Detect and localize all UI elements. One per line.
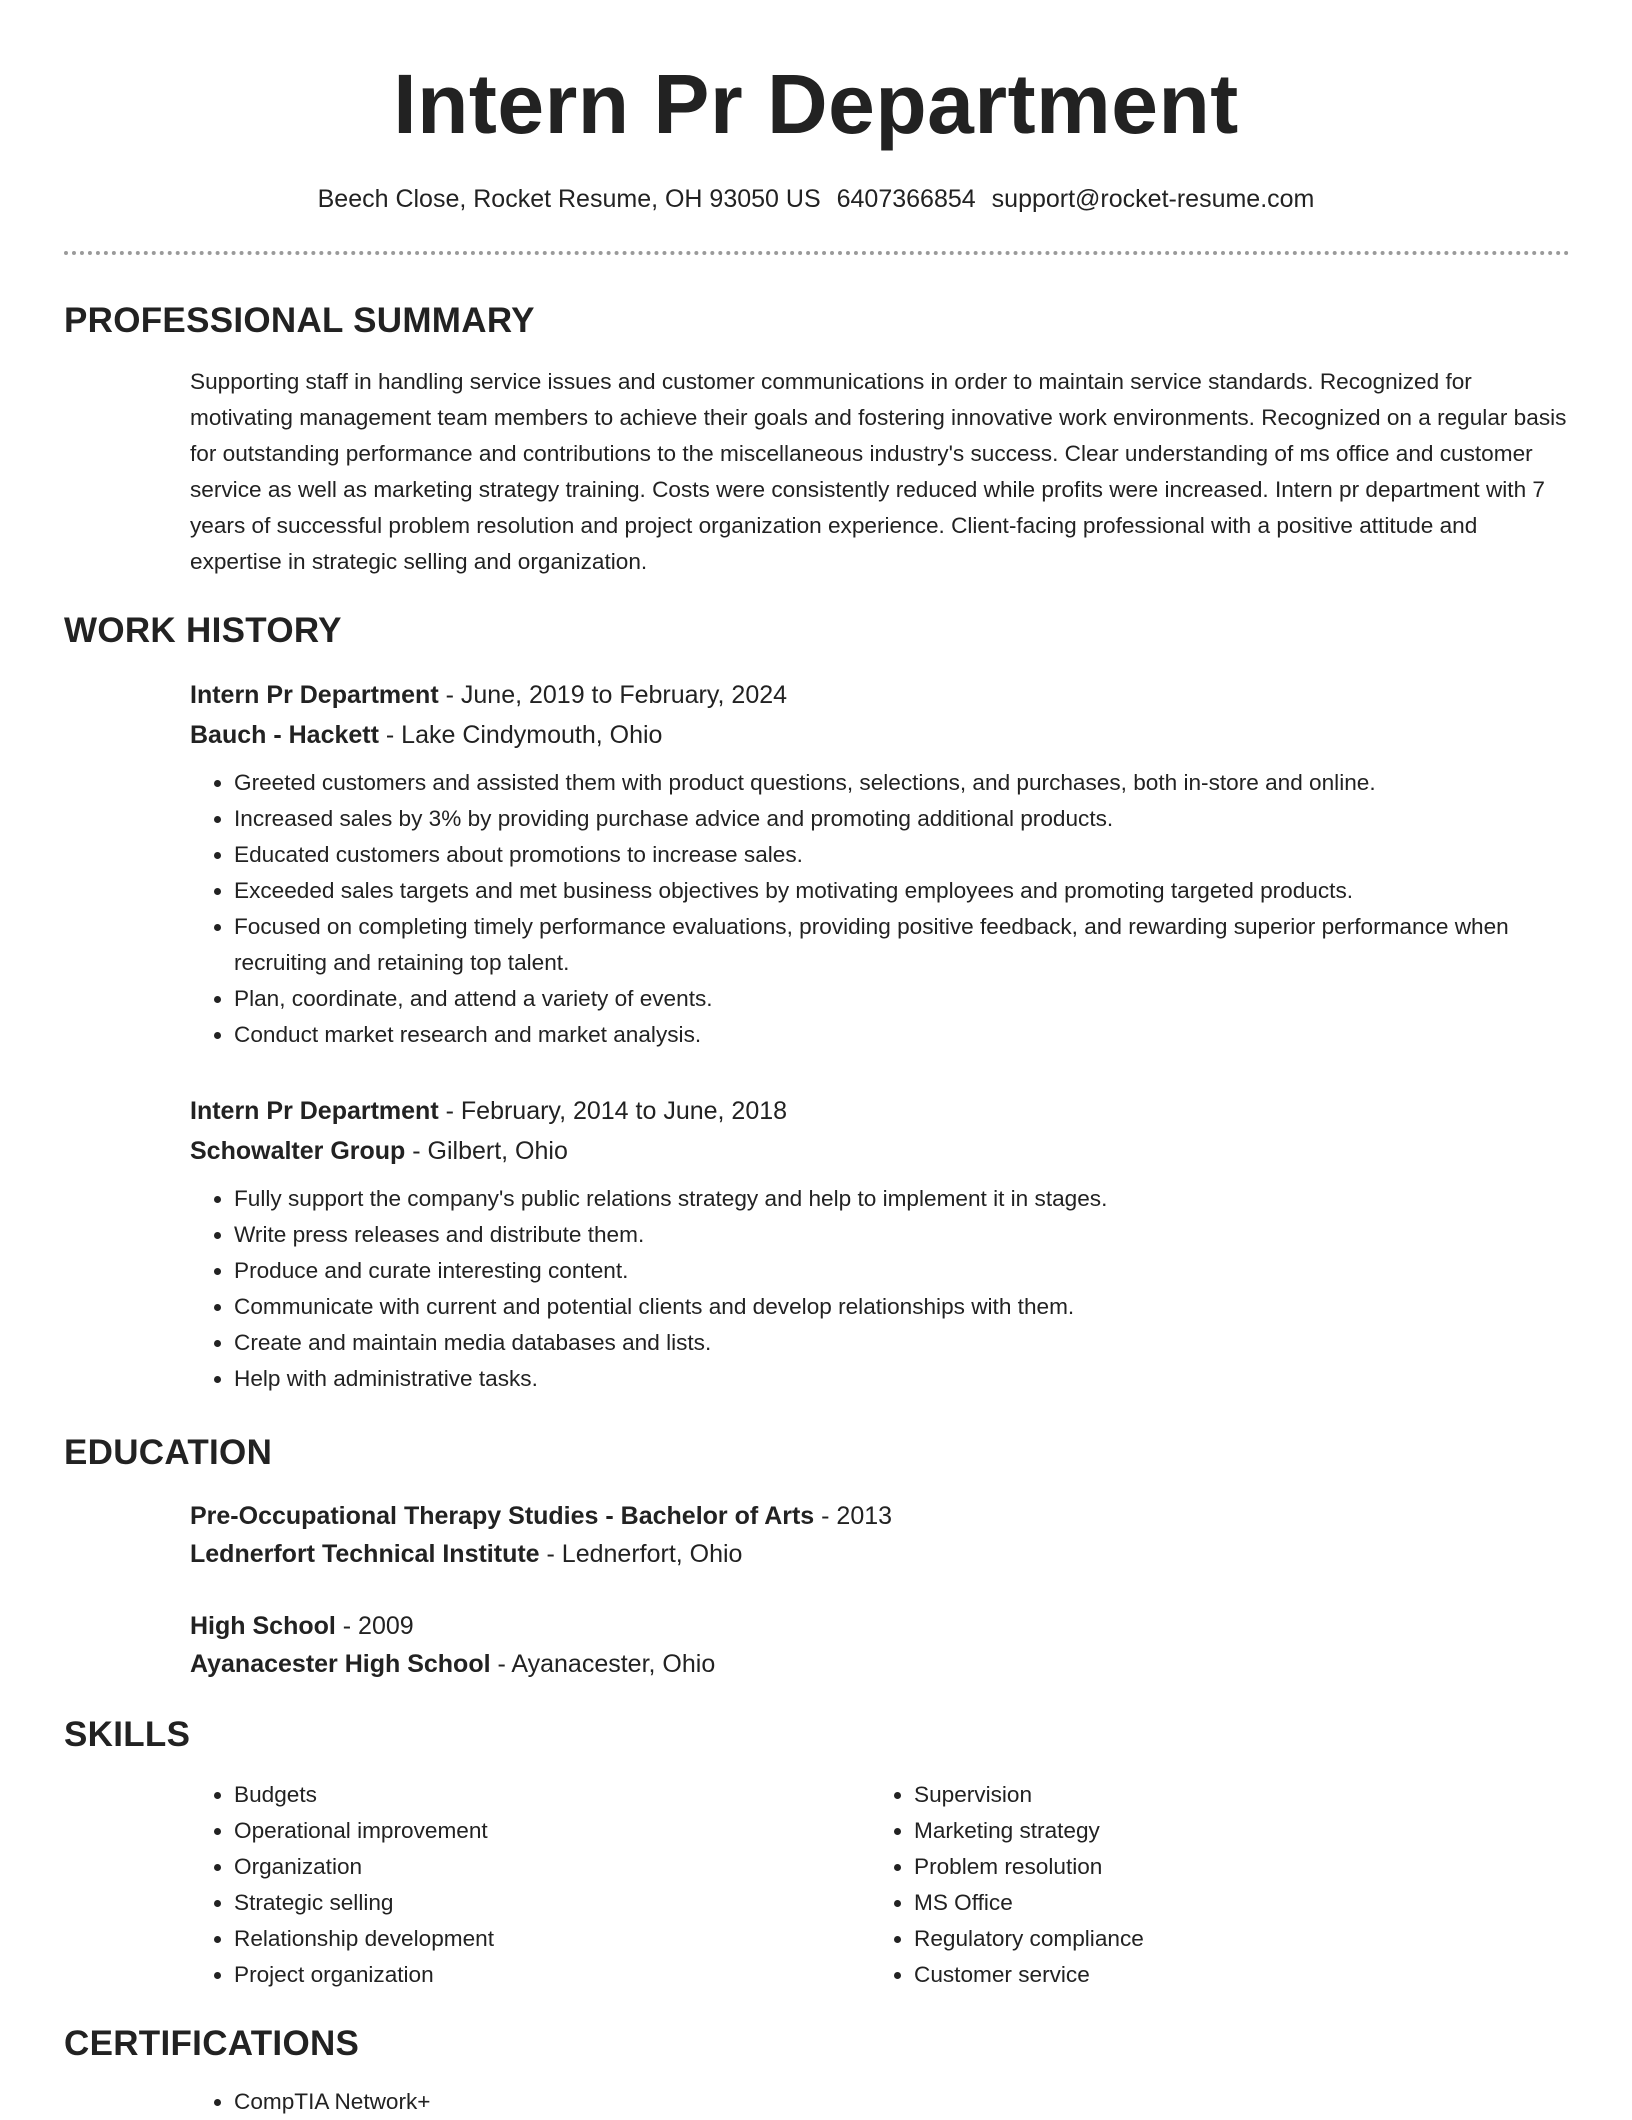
job-role: Intern Pr Department	[190, 1097, 439, 1125]
job-bullet: • Create and maintain media databases and lists.	[234, 1325, 1580, 1361]
skill-item: • Supervision	[914, 1777, 1510, 1813]
contact-line	[0, 181, 1632, 217]
skill-item: • Customer service	[914, 1957, 1510, 1993]
summary-heading: PROFESSIONAL SUMMARY	[64, 301, 535, 340]
contact-phone: 6407366854	[836, 185, 976, 213]
job-company: Schowalter Group	[190, 1137, 406, 1165]
job-bullet: • Greeted customers and assisted them with product questions, selections, and purchases, both in-store and online.	[234, 765, 1580, 801]
job-role: Intern Pr Department	[190, 681, 439, 709]
education-school-line	[190, 1645, 1580, 1683]
skill-item: • Strategic selling	[234, 1885, 830, 1921]
education-entry	[190, 1497, 1580, 1573]
job-bullet: • Produce and curate interesting content.	[234, 1253, 1580, 1289]
job-bullet: • Exceeded sales targets and met business objectives by motivating employees and promoting targeted products.	[234, 873, 1580, 909]
skill-item: • Project organization	[234, 1957, 830, 1993]
job-company: Bauch - Hackett	[190, 721, 379, 749]
education-school-line	[190, 1535, 1580, 1573]
skills-list	[870, 1777, 1510, 1993]
skill-item: • Marketing strategy	[914, 1813, 1510, 1849]
education-school: Ayanacester High School	[190, 1650, 491, 1678]
job-bullets	[190, 1181, 1580, 1397]
education-degree-line	[190, 1497, 1580, 1535]
skill-item: • Organization	[234, 1849, 830, 1885]
certifications-heading: CERTIFICATIONS	[64, 2024, 360, 2063]
job-bullet: • Focused on completing timely performance evaluations, providing positive feedback, and rewarding superior performance when recruiting and retaining top talent.	[234, 909, 1580, 981]
job-bullets	[190, 765, 1580, 1053]
header-divider	[64, 251, 1570, 255]
skill-item: • Budgets	[234, 1777, 830, 1813]
summary-text: Supporting staff in handling service issues and customer communications in order to maintain service standards. Recognized for motivating management team members to achieve their goals and fostering innovative work environments. Recognized on a regular basis for outstanding performance and contributions to the miscellaneous industry's success. Clear understanding of ms office and customer service as well as marketing strategy training. Costs were consistently reduced while profits were increased. Intern pr department with 7 years of successful problem resolution and project organization experience. Client-facing professional with a positive attitude and expertise in strategic selling and organization.	[190, 369, 1567, 574]
job-location: - Lake Cindymouth, Ohio	[378, 721, 663, 749]
education-entry	[190, 1607, 1580, 1683]
skill-item: • Relationship development	[234, 1921, 830, 1957]
job-company-line	[190, 1131, 1580, 1171]
job-bullet: • Conduct market research and market analysis.	[234, 1017, 1580, 1053]
education-location: - Lednerfort, Ohio	[539, 1540, 743, 1568]
education-year: - 2013	[814, 1502, 893, 1530]
job-dates: - February, 2014 to June, 2018	[438, 1097, 788, 1125]
education-degree: Pre-Occupational Therapy Studies - Bachelor of Arts	[190, 1502, 815, 1530]
skills-list	[190, 1777, 830, 1993]
certification-item: • CompTIA Network+	[234, 2084, 1570, 2120]
skill-item: • Regulatory compliance	[914, 1921, 1510, 1957]
skills-column-right	[870, 1777, 1510, 1993]
work-history-heading: WORK HISTORY	[64, 611, 342, 650]
job-bullet: • Help with administrative tasks.	[234, 1361, 1580, 1397]
contact-address: Beech Close, Rocket Resume, OH 93050 US	[317, 185, 821, 213]
education-school: Lednerfort Technical Institute	[190, 1540, 540, 1568]
education-location: - Ayanacester, Ohio	[490, 1650, 716, 1678]
job-location: - Gilbert, Ohio	[405, 1137, 568, 1165]
candidate-name: Intern Pr Department	[393, 57, 1239, 151]
job-bullet: • Increased sales by 3% by providing purchase advice and promoting additional products.	[234, 801, 1580, 837]
skill-item: • Operational improvement	[234, 1813, 830, 1849]
job-dates: - June, 2019 to February, 2024	[438, 681, 788, 709]
skills-column-left	[190, 1777, 830, 1993]
job-title-line	[190, 1091, 1580, 1131]
job-bullet: • Fully support the company's public relations strategy and help to implement it in stages.	[234, 1181, 1580, 1217]
job-title-line	[190, 675, 1580, 715]
education-heading: EDUCATION	[64, 1433, 273, 1472]
contact-email: support@rocket-resume.com	[991, 185, 1315, 213]
job-bullet: • Plan, coordinate, and attend a variety of events.	[234, 981, 1580, 1017]
education-year: - 2009	[335, 1612, 414, 1640]
education-degree-line	[190, 1607, 1580, 1645]
skills-heading: SKILLS	[64, 1715, 191, 1754]
job-bullet: • Educated customers about promotions to increase sales.	[234, 837, 1580, 873]
skill-item: • MS Office	[914, 1885, 1510, 1921]
skill-item: • Problem resolution	[914, 1849, 1510, 1885]
job-entry	[190, 1091, 1580, 1397]
education-degree: High School	[190, 1612, 336, 1640]
job-company-line	[190, 715, 1580, 755]
job-entry	[190, 675, 1580, 1053]
certifications-list	[190, 2084, 1570, 2120]
certifications-block	[190, 2084, 1570, 2120]
job-bullet: • Write press releases and distribute them.	[234, 1217, 1580, 1253]
job-bullet: • Communicate with current and potential clients and develop relationships with them.	[234, 1289, 1580, 1325]
